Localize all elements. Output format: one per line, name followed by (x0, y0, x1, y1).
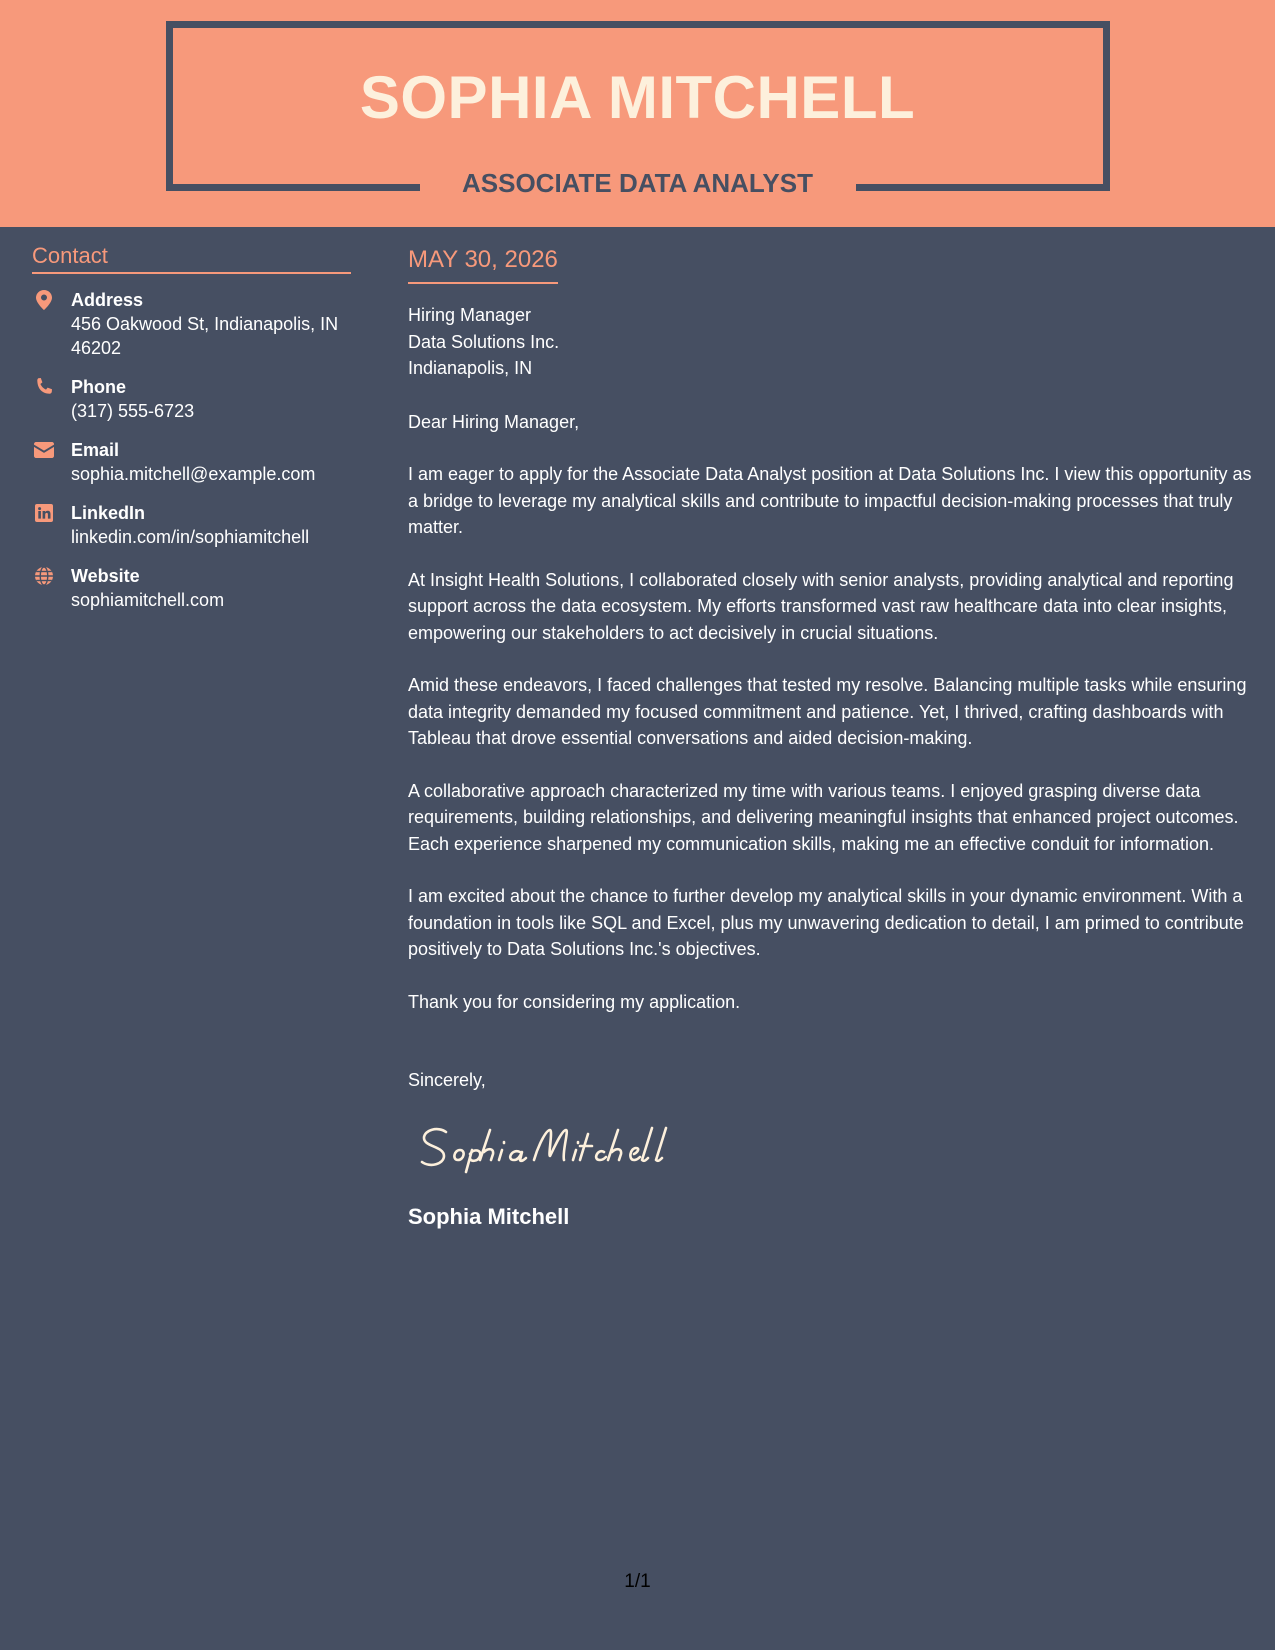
applicant-name: SOPHIA MITCHELL (359, 64, 916, 131)
paragraph: Thank you for considering my application. (408, 991, 741, 1012)
contact-item-phone (32, 375, 351, 423)
contact-item-address (32, 288, 351, 360)
contact-label: Address (71, 290, 144, 310)
contact-label: Website (71, 566, 140, 586)
recipient-block (408, 302, 1254, 382)
letter-body (408, 244, 1254, 1231)
envelope-icon (34, 440, 54, 460)
address-value: 456 Oakwood St, Indianapolis, IN 46202 (71, 314, 339, 358)
contact-sidebar (32, 242, 351, 627)
signer-name: Sophia Mitchell (408, 1203, 570, 1229)
paragraph: At Insight Health Solutions, I collaborated closely with senior analysts, providing analytical and reporting support across the data ecosystem. My efforts transformed vast raw healthcare data into clear insights, empowering our stakeholders to act decisively in crucial situations. (408, 569, 1234, 643)
signature (416, 1116, 676, 1176)
contact-list (32, 288, 351, 612)
recipient-company: Data Solutions Inc. (408, 331, 560, 352)
paragraph: A collaborative approach characterized my time with various teams. I enjoyed grasping diverse data requirements, building relationships, and delivering meaningful insights that enhanced project outcomes. Each experience sharpened my communication skills, making me an effective conduit for information. (408, 780, 1239, 854)
phone-value: (317) 555-6723 (71, 401, 195, 421)
contact-heading: Contact (32, 242, 351, 274)
map-pin-icon (34, 290, 54, 310)
globe-icon (34, 566, 54, 586)
email-value[interactable]: sophia.mitchell@example.com (71, 464, 316, 484)
linkedin-value[interactable]: linkedin.com/in/sophiamitchell (71, 527, 310, 547)
job-title: ASSOCIATE DATA ANALYST (461, 168, 813, 198)
salutation: Dear Hiring Manager, (408, 411, 580, 432)
closing: Sincerely, (408, 1070, 486, 1090)
linkedin-icon (34, 503, 54, 523)
website-value[interactable]: sophiamitchell.com (71, 590, 225, 610)
letter-date: MAY 30, 2026 (408, 244, 558, 284)
header-banner (0, 0, 1275, 227)
contact-label: Email (71, 440, 120, 460)
contact-label: Phone (71, 377, 127, 397)
paragraph: Amid these endeavors, I faced challenges that tested my resolve. Balancing multiple tasks while ensuring data integrity demanded my focused commitment and patience. Yet, I thrived, crafting dashboards with Tableau that drove essential conversations and aided decision-making. (408, 675, 1247, 748)
paragraph: I am excited about the chance to further develop my analytical skills in your dynamic environment. With a foundation in tools like SQL and Excel, plus my unwavering dedication to detail, I am primed to contribute positively to Data Solutions Inc.'s objectives. (408, 886, 1244, 959)
page-number: 1/1 (624, 1571, 651, 1592)
phone-icon (34, 377, 54, 397)
contact-item-email (32, 438, 351, 486)
recipient-title: Hiring Manager (408, 305, 532, 325)
contact-item-website (32, 564, 351, 612)
recipient-location: Indianapolis, IN (408, 358, 533, 378)
contact-label: LinkedIn (71, 503, 146, 523)
paragraph: I am eager to apply for the Associate Data Analyst position at Data Solutions Inc. I view this opportunity as a bridge to leverage my analytical skills and contribute to impactful decision-making processes that truly matter. (408, 464, 1252, 537)
contact-item-linkedin (32, 501, 351, 549)
